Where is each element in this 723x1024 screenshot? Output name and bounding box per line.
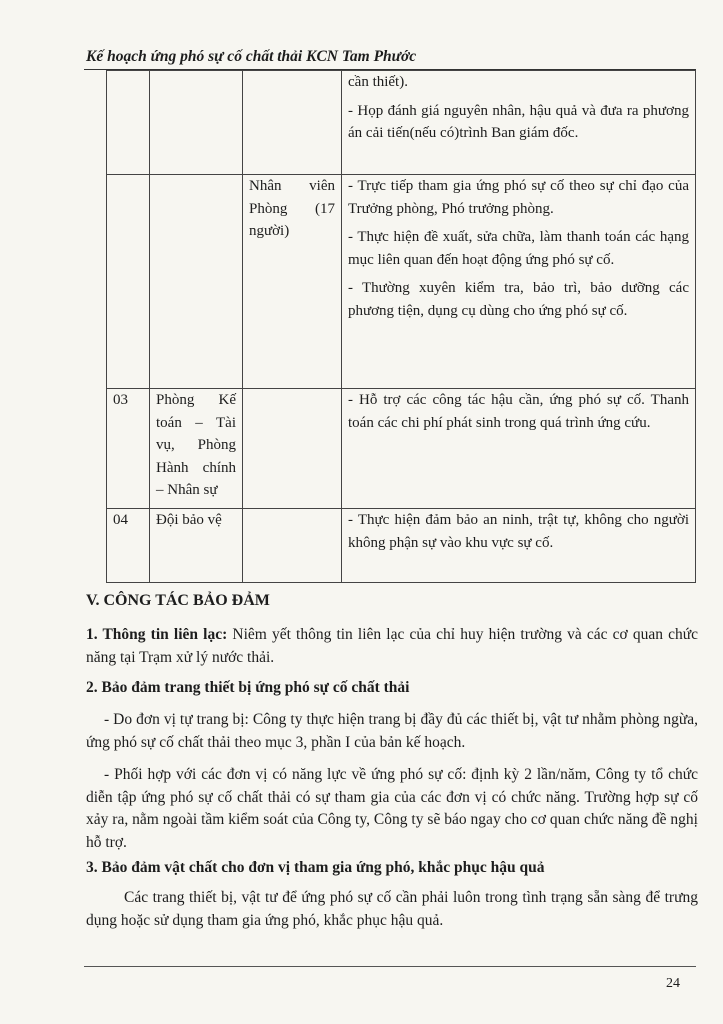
task-line: - Trực tiếp tham gia ứng phó sự cố theo sự chỉ đạo của Trưởng phòng, Phó trưởng phòng.: [348, 178, 689, 217]
task-cell: [342, 71, 696, 175]
task-line: - Thực hiện đảm bảo an ninh, trật tự, không cho người không phận sự vào khu vực sự cố.: [348, 512, 689, 551]
document-header-title: Kế hoạch ứng phó sự cố chất thải KCN Tam Phước: [86, 48, 417, 65]
footer-rule: [84, 966, 696, 967]
member-cell: Nhân viên Phòng (17 người): [243, 175, 342, 389]
task-line: - Họp đánh giá nguyên nhân, hậu quả và đưa ra phương án cải tiến(nếu có)trình Ban giám đốc.: [348, 102, 689, 141]
task-line: - Thực hiện đề xuất, sửa chữa, làm thanh toán các hạng mục liên quan đến hoạt động ứng phó sự cố.: [348, 229, 689, 268]
task-cell: [342, 175, 696, 389]
member-cell: [243, 509, 342, 583]
contact-info-heading: 1. Thông tin liên lạc:: [86, 626, 228, 643]
table-row: [107, 71, 696, 175]
table-row: [107, 389, 696, 509]
responsibility-table: [106, 70, 696, 583]
task-line: cần thiết).: [348, 74, 408, 90]
member-cell: [243, 389, 342, 509]
materials-paragraph: Các trang thiết bị, vật tư để ứng phó sự cố cần phải luôn trong tình trạng sẵn sàng để trưng dụng hoặc sử dụng tham gia ứng phó, khắc phục hậu quả.: [86, 889, 698, 929]
row-number: [107, 175, 150, 389]
equipment-bullet-self: - Do đơn vị tự trang bị: Công ty thực hiện trang bị đầy đủ các thiết bị, vật tư nhằm phòng ngừa, ứng phó sự cố chất thải theo mục 3, phần I của bản kế hoạch.: [86, 711, 698, 751]
unit-cell: [150, 71, 243, 175]
member-cell: [243, 71, 342, 175]
unit-cell: Đội bảo vệ: [150, 509, 243, 583]
row-number: [107, 71, 150, 175]
row-number: 04: [107, 509, 150, 583]
table-row: [107, 509, 696, 583]
contact-info-text: Niêm yết thông tin liên lạc của chỉ huy hiện trường và các cơ quan chức năng tại Trạm xử lý nước thải.: [86, 626, 698, 666]
task-line: - Thường xuyên kiểm tra, bảo trì, bảo dưỡng các phương tiện, dụng cụ dùng cho ứng phó sự cố.: [348, 280, 689, 319]
row-number: 03: [107, 389, 150, 509]
unit-cell: [150, 175, 243, 389]
task-cell: [342, 509, 696, 583]
page-number: 24: [666, 976, 680, 991]
equipment-bullet-coordination: - Phối hợp với các đơn vị có năng lực về ứng phó sự cố: định kỳ 2 lần/năm, Công ty tổ chức diễn tập ứng phó sự cố chất thải có sự tham gia của các đơn vị có chức năng. Trường hợp sự cố xảy ra, nằm ngoài tầm kiểm soát của Công ty, Công ty sẽ báo ngay cho cơ quan chức năng đề nghị hỗ trợ.: [86, 766, 698, 851]
section-title: V. CÔNG TÁC BẢO ĐẢM: [86, 592, 270, 609]
unit-cell: Phòng Kế toán – Tài vụ, Phòng Hành chính – Nhân sự: [150, 389, 243, 509]
table-row: [107, 175, 696, 389]
contact-info-paragraph: [86, 624, 698, 669]
task-cell: [342, 389, 696, 509]
task-line: - Hỗ trợ các công tác hậu cần, ứng phó sự cố. Thanh toán các chi phí phát sinh trong quá trình ứng cứu.: [348, 392, 689, 431]
equipment-heading: 2. Bảo đảm trang thiết bị ứng phó sự cố chất thải: [86, 679, 410, 696]
materials-heading: 3. Bảo đảm vật chất cho đơn vị tham gia ứng phó, khắc phục hậu quả: [86, 859, 545, 876]
